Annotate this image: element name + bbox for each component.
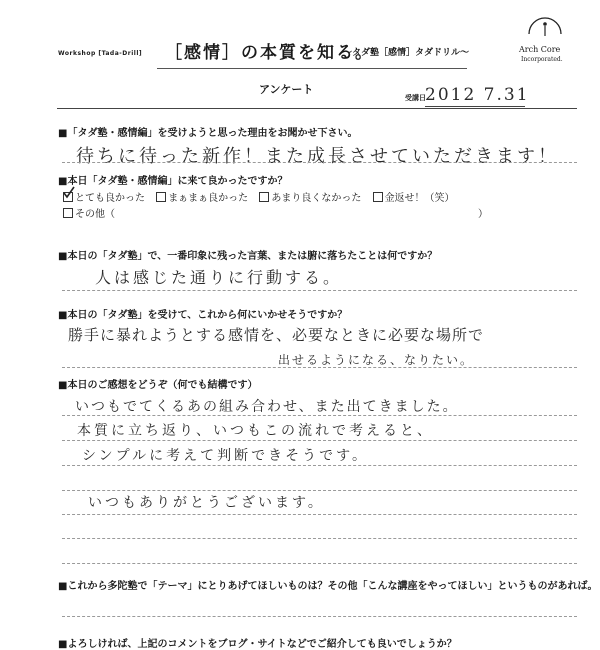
logo-text: Arch Core xyxy=(519,45,561,54)
option-other-close: ） xyxy=(478,209,488,220)
comment-line-1: いつもでてくるあの組み合わせ、また出てきました。 xyxy=(75,399,459,415)
answer-application-1: 勝手に暴れようとする感情を、必要なときに必要な場所で xyxy=(68,326,485,344)
option-label: あまり良くなかった xyxy=(271,193,362,204)
logo-subtext: Incorporated. xyxy=(521,56,563,63)
question-application: ■本日の「タダ塾」を受けて、これから何にいかせそうですか？ xyxy=(58,310,348,321)
checkmark-icon xyxy=(62,186,76,200)
answer-line xyxy=(62,538,577,539)
question-themes: ■これから多陀塾で「テーマ」にとりあげてほしいものは？その他「こんな講座をやってほしい」というものがあれば。 xyxy=(58,581,598,592)
option-label: まぁまぁ良かった xyxy=(168,193,249,204)
arch-logo-icon xyxy=(515,8,575,44)
survey-title: アンケート xyxy=(259,83,314,96)
answer-application-2: 出せるようになる、なりたい。 xyxy=(278,353,475,367)
answer-line xyxy=(62,162,577,163)
comment-line-4: いつもありがとうございます。 xyxy=(88,495,325,511)
page-title: ［感情］の本質を知る。 xyxy=(165,43,374,63)
page-subtitle: ～タダ塾［感情］タダドリル～ xyxy=(343,48,470,58)
answer-line xyxy=(62,415,577,416)
option-very-good[interactable] xyxy=(63,193,148,204)
answer-reason: 待ちに待った新作！また成長させていただきます！ xyxy=(76,146,559,167)
question-permission: ■よろしければ、上記のコメントをブログ・サイトなどでご紹介しても良いでしょうか？ xyxy=(58,639,457,650)
date-value: 2012 7.31 xyxy=(425,85,530,105)
option-fairly-good[interactable] xyxy=(156,193,251,204)
answer-line xyxy=(62,440,577,441)
option-not-good[interactable] xyxy=(259,193,364,204)
arch-core-logo xyxy=(515,8,575,68)
date-underline xyxy=(425,106,525,107)
checkbox-fairly-good[interactable] xyxy=(156,192,166,202)
comment-line-3: シンプルに考えて判断できそうです。 xyxy=(82,448,369,464)
option-other[interactable] xyxy=(63,205,115,220)
option-label: とても良かった xyxy=(75,193,145,204)
answer-line xyxy=(62,465,577,466)
date-label: 受講日 xyxy=(405,94,426,102)
option-label: 金返せ！（笑） xyxy=(384,193,455,204)
checkbox-not-good[interactable] xyxy=(259,192,269,202)
answer-line xyxy=(62,563,577,564)
question-comments: ■本日のご感想をどうぞ（何でも結構です） xyxy=(58,380,258,391)
top-rule xyxy=(57,108,577,109)
answer-line xyxy=(62,616,577,617)
satisfaction-options xyxy=(63,189,455,204)
option-refund[interactable] xyxy=(373,193,455,204)
checkbox-other[interactable] xyxy=(63,208,73,218)
question-satisfaction: ■本日「タダ塾・感情編」に来て良かったですか？ xyxy=(58,176,288,187)
answer-line xyxy=(62,514,577,515)
question-impression: ■本日の「タダ塾」で、一番印象に残った言葉、または腑に落ちたことは何ですか？ xyxy=(58,251,438,262)
header-rule xyxy=(157,68,467,69)
answer-line xyxy=(62,367,577,368)
answer-impression: 人は感じた通りに行動する。 xyxy=(95,268,343,287)
question-reason: ■「タダ塾・感情編」を受けようと思った理由をお聞かせ下さい。 xyxy=(58,128,358,139)
comment-line-2: 本質に立ち返り、いつもこの流れで考えると、 xyxy=(77,423,434,439)
checkbox-refund[interactable] xyxy=(373,192,383,202)
answer-line xyxy=(62,290,577,291)
workshop-label: Workshop [Tada-Drill] xyxy=(58,50,143,57)
option-other-label: その他（ xyxy=(75,209,115,220)
answer-line xyxy=(62,490,577,491)
checkbox-very-good[interactable] xyxy=(63,192,73,202)
